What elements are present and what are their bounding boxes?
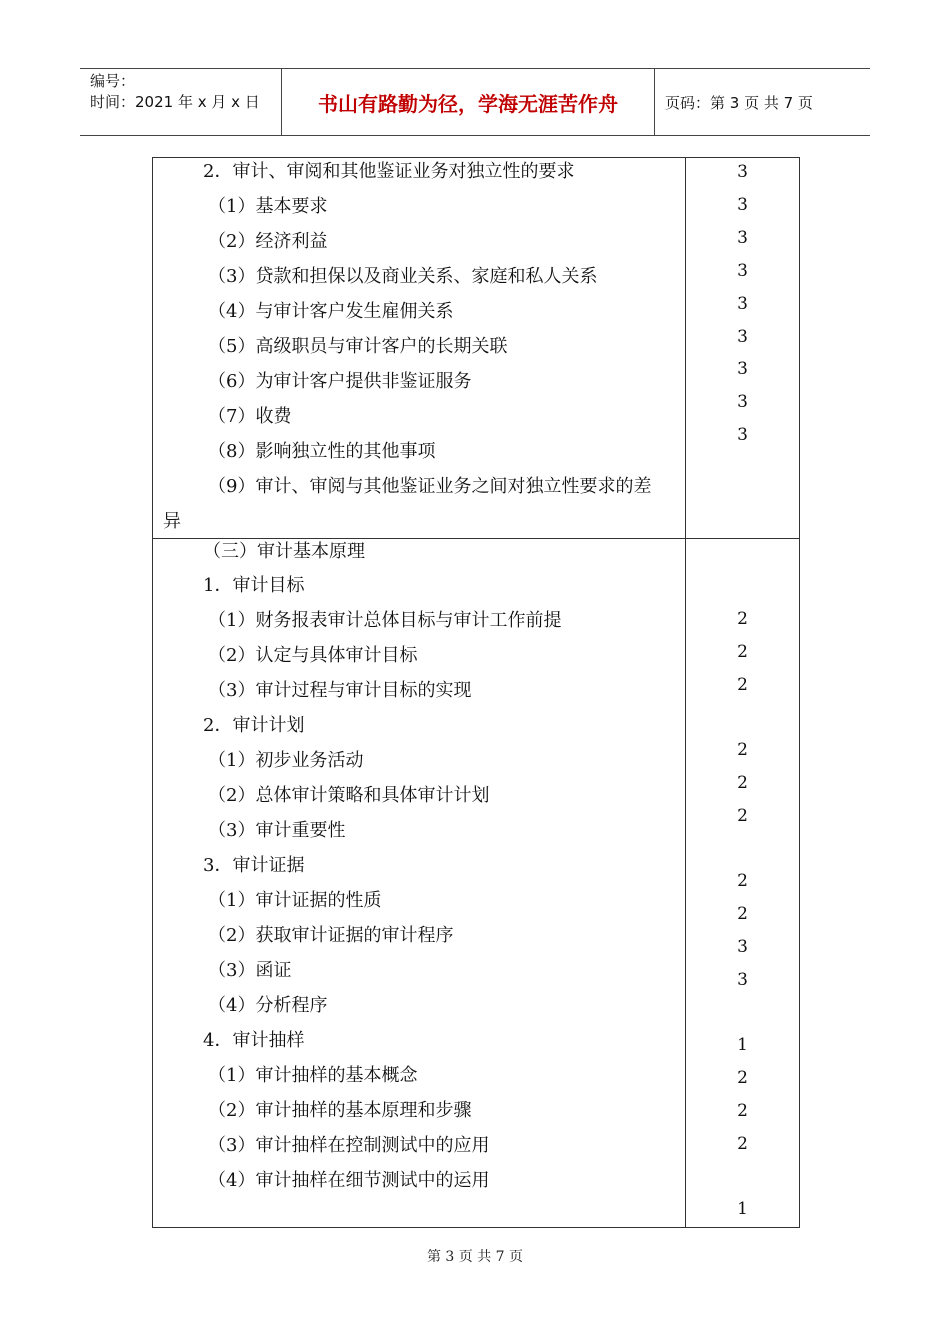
- syllabus-table: [152, 157, 800, 1228]
- hours-value: 3: [737, 195, 748, 215]
- hours-value: 3: [737, 392, 748, 412]
- list-item: （1）初步业务活动: [208, 750, 364, 771]
- hours-value: 2: [737, 871, 748, 891]
- list-item: （9）审计、审阅与其他鉴证业务之间对独立性要求的差: [208, 476, 652, 497]
- header-motto: 书山有路勤为径，学海无涯苦作舟: [282, 69, 655, 135]
- hours-value: 2: [737, 609, 748, 629]
- list-item-continuation: 异: [163, 511, 181, 532]
- subsection-title: 4．审计抽样: [203, 1030, 305, 1051]
- subsection-title: 1．审计目标: [203, 575, 305, 596]
- list-item: （2）经济利益: [208, 231, 328, 252]
- list-item: （4）审计抽样在细节测试中的运用: [208, 1170, 490, 1191]
- hours-value: 3: [737, 327, 748, 347]
- list-item: （2）获取审计证据的审计程序: [208, 925, 454, 946]
- hours-value: 2: [737, 740, 748, 760]
- list-item: （3）审计重要性: [208, 820, 346, 841]
- hours-value: 1: [737, 1199, 748, 1219]
- list-item: （1）审计证据的性质: [208, 890, 382, 911]
- page-header: [80, 68, 870, 136]
- list-item: （2）审计抽样的基本原理和步骤: [208, 1100, 472, 1121]
- hours-value: 3: [737, 261, 748, 281]
- header-page-label: 页码：第 3 页 共 7 页: [665, 93, 813, 112]
- hours-value: 1: [737, 1035, 748, 1055]
- list-item: （1）财务报表审计总体目标与审计工作前提: [208, 610, 562, 631]
- table-row: [152, 539, 800, 1228]
- hours-value: 3: [737, 970, 748, 990]
- list-item: （4）分析程序: [208, 995, 328, 1016]
- hours-value: 2: [737, 806, 748, 826]
- list-item: （3）函证: [208, 960, 292, 981]
- number-label: 编号：: [90, 72, 136, 90]
- subsection-title: 3．审计证据: [203, 855, 305, 876]
- hours-value: 3: [737, 294, 748, 314]
- list-item: （2）认定与具体审计目标: [208, 645, 418, 666]
- hours-value: 3: [737, 359, 748, 379]
- list-item: （5）高级职员与审计客户的长期关联: [208, 336, 508, 357]
- list-item: （4）与审计客户发生雇佣关系: [208, 301, 454, 322]
- list-item: （3）审计抽样在控制测试中的应用: [208, 1135, 490, 1156]
- hours-value: 2: [737, 773, 748, 793]
- hours-value: 2: [737, 1101, 748, 1121]
- table-row: [152, 157, 800, 539]
- subsection-title: 2．审计计划: [203, 715, 305, 736]
- header-meta: [80, 69, 282, 135]
- section-title: （三）审计基本原理: [203, 541, 365, 562]
- hours-value: 3: [737, 425, 748, 445]
- list-item: （6）为审计客户提供非鉴证服务: [208, 371, 472, 392]
- section-title: 2．审计、审阅和其他鉴证业务对独立性的要求: [203, 161, 575, 182]
- list-item: （1）审计抽样的基本概念: [208, 1065, 418, 1086]
- hours-value: 2: [737, 675, 748, 695]
- list-item: （7）收费: [208, 406, 292, 427]
- list-item: （1）基本要求: [208, 196, 328, 217]
- hours-value: 2: [737, 642, 748, 662]
- hours-value: 3: [737, 162, 748, 182]
- hours-value: 2: [737, 1068, 748, 1088]
- list-item: （3）贷款和担保以及商业关系、家庭和私人关系: [208, 266, 598, 287]
- hours-value: 2: [737, 1134, 748, 1154]
- list-item: （3）审计过程与审计目标的实现: [208, 680, 472, 701]
- hours-value: 3: [737, 937, 748, 957]
- time-label: 时间：2021 年 x 月 x 日: [90, 93, 260, 111]
- page-footer: 第 3 页 共 7 页: [426, 1249, 524, 1265]
- list-item: （2）总体审计策略和具体审计计划: [208, 785, 490, 806]
- hours-value: 2: [737, 904, 748, 924]
- list-item: （8）影响独立性的其他事项: [208, 441, 436, 462]
- hours-value: 3: [737, 228, 748, 248]
